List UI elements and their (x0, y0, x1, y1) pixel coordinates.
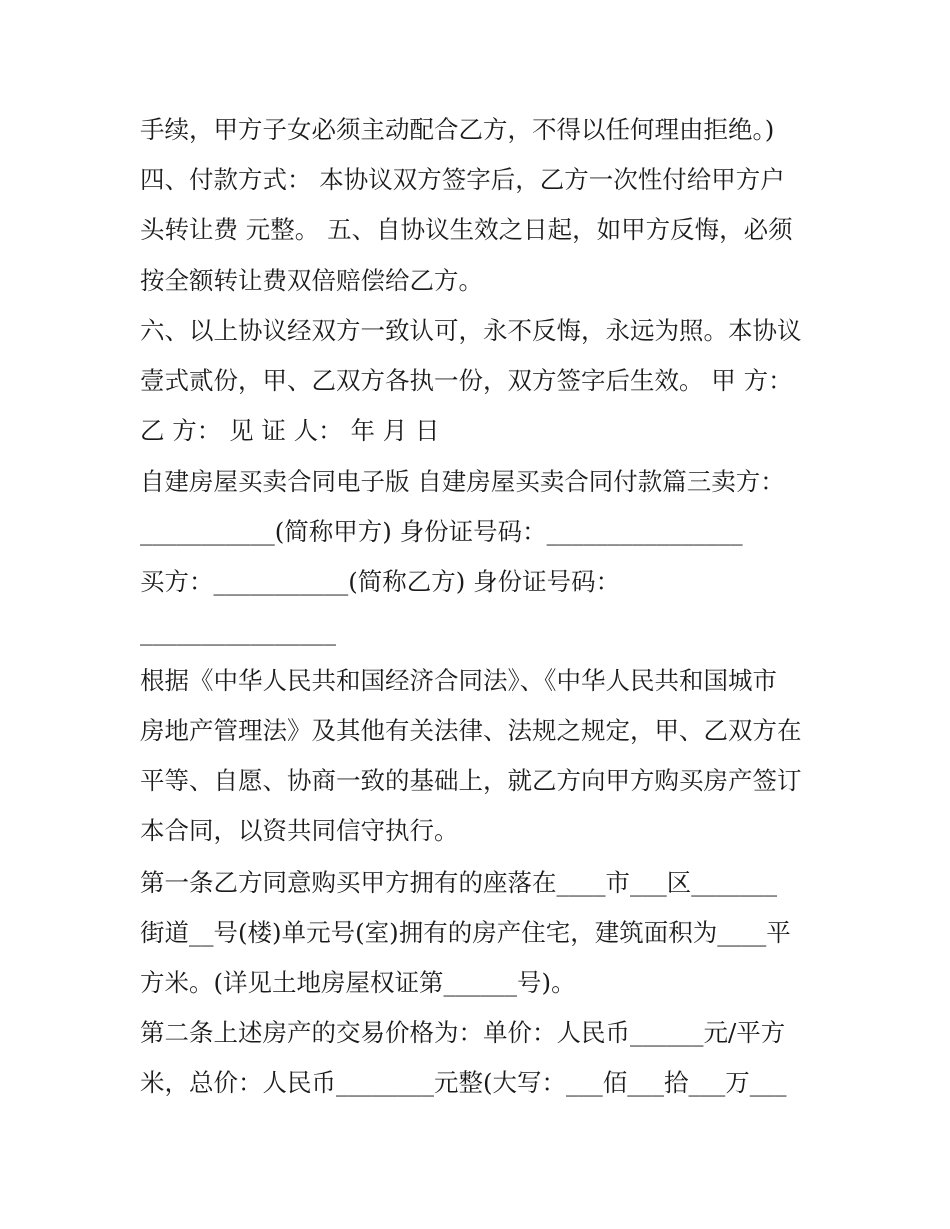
text-line: 按全额转让费双倍赔偿给乙方。 (140, 266, 483, 295)
text-line: 房地产管理法》及其他有关法律、法规之规定，甲、乙双方在 (140, 716, 802, 745)
text-line: 第二条上述房产的交易价格为：单价：人民币______元/平方 (140, 1018, 786, 1047)
text-line: 头转让费 元整。 五、自协议生效之日起，如甲方反悔，必须 (140, 215, 793, 244)
text-line: 平等、自愿、协商一致的基础上，就乙方向甲方购买房产签订 (140, 766, 802, 795)
text-line: 乙 方： 见 证 人： 年 月 日 (140, 416, 440, 445)
text-line: ________________ (140, 617, 336, 646)
text-line: 方米。(详见土地房屋权证第______号)。 (140, 968, 576, 997)
text-line: ___________(简称甲方) 身份证号码：________________ (140, 517, 743, 546)
text-line: 第一条乙方同意购买甲方拥有的座落在____市___区_______ (140, 868, 777, 897)
text-line: 街道__号(楼)单元号(室)拥有的房产住宅，建筑面积为____平 (140, 918, 791, 947)
text-line: 自建房屋买卖合同电子版 自建房屋买卖合同付款篇三卖方： (140, 467, 785, 496)
text-line: 买方：___________(简称乙方) 身份证号码： (140, 567, 621, 596)
text-line: 壹式贰份，甲、乙双方各执一份，双方签字后生效。 甲 方： (140, 366, 793, 395)
text-line: 米，总价：人民币________元整(大写：___佰___拾___万___ (140, 1068, 787, 1097)
text-line: 四、付款方式： 本协议双方签字后，乙方一次性付给甲方户 (140, 165, 785, 194)
text-line: 本合同，以资共同信守执行。 (140, 816, 459, 845)
text-line: 手续，甲方子女必须主动配合乙方，不得以任何理由拒绝。) (140, 115, 775, 144)
text-line: 六、以上协议经双方一致认可，永不反悔，永远为照。本协议 (140, 316, 802, 345)
text-line: 根据《中华人民共和国经济合同法》、《中华人民共和国城市 (140, 666, 777, 695)
